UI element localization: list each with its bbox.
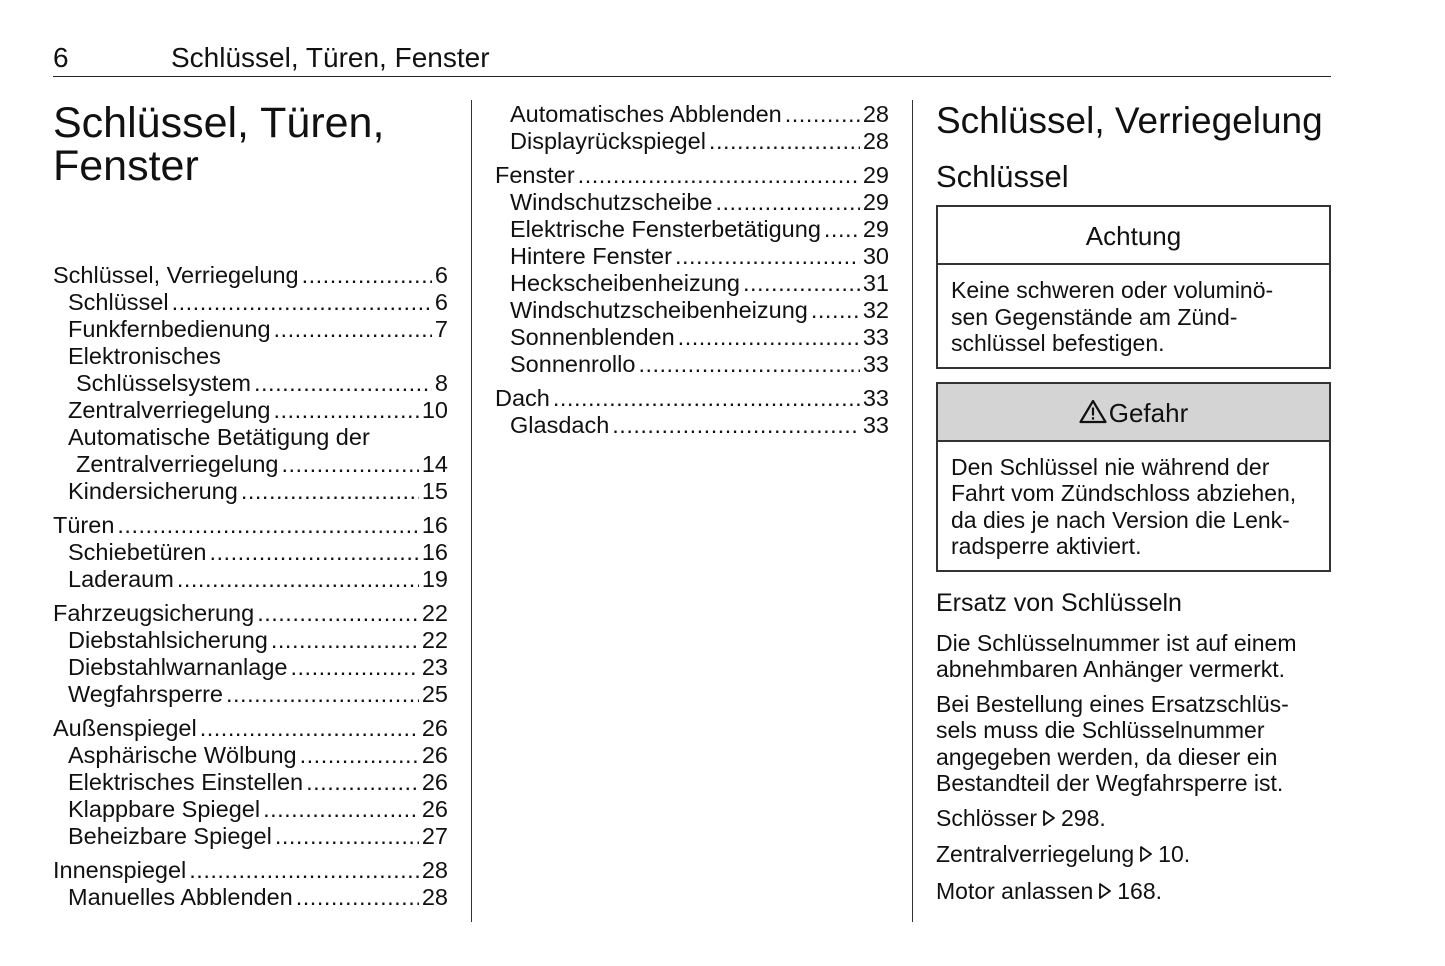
toc-entry-title: Kindersicherung [68,478,238,504]
toc-leader-dots [274,316,432,343]
toc-entry-title: Beheizbare Spiegel [68,823,272,849]
cross-reference[interactable]: Schlösser 298. [936,805,1331,834]
toc-chapter-entry[interactable] [53,600,448,627]
toc-leader-dots [638,351,859,378]
toc-leader-dots [254,370,432,397]
toc-page-number: 19 [421,566,448,592]
toc-leader-dots [678,324,860,351]
toc-entry[interactable] [495,243,889,270]
toc-entry[interactable] [53,823,448,850]
table-of-contents-continued [495,101,889,439]
toc-entry-title: Windschutzscheibe [510,189,713,215]
toc-page-number: 33 [862,412,889,438]
toc-entry-title: Schlüsselsystem [76,370,251,396]
toc-entry[interactable] [495,351,889,378]
toc-entry[interactable] [495,297,889,324]
toc-entry-title: Schlüssel [68,289,169,315]
toc-page-number: 27 [421,823,448,849]
danger-text: Den Schlüssel nie während der Fahrt vom Zündschloss abziehen, da dies je nach Version die Lenk- radsperre aktiviert. [951,453,1297,559]
toc-entry[interactable] [495,412,889,439]
toc-leader-dots [612,412,860,439]
toc-page-number: 33 [862,324,889,350]
toc-entry-title: Diebstahlsicherung [68,627,268,653]
running-title: Schlüssel, Türen, Fenster [171,42,490,73]
toc-leader-dots [200,715,419,742]
toc-page-number: 28 [421,857,448,883]
toc-leader-dots [189,857,419,884]
toc-entry[interactable] [53,742,448,769]
toc-chapter-entry[interactable] [53,715,448,742]
toc-entry-title: Hintere Fenster [510,243,672,269]
toc-page-number: 10 [421,397,448,423]
toc-entry[interactable] [53,289,448,316]
toc-entry-title: Funkfernbedienung [68,316,271,342]
toc-leader-dots [553,385,860,412]
toc-chapter-entry[interactable] [53,262,448,289]
toc-entry[interactable] [495,101,889,128]
toc-page-number: 23 [421,654,448,680]
toc-leader-dots [281,451,418,478]
toc-leader-dots [578,162,860,189]
toc-page-number: 14 [421,451,448,477]
caution-title: Achtung [938,207,1329,265]
toc-leader-dots [824,216,860,243]
toc-page-number: 26 [421,742,448,768]
toc-entry[interactable] [53,343,448,370]
toc-leader-dots [273,397,418,424]
toc-entry-title: Glasdach [510,412,610,438]
section-column [936,100,1331,914]
toc-leader-dots [172,289,432,316]
toc-page-number: 28 [421,884,448,910]
toc-entry-title: Zentralverriegelung [68,397,271,423]
toc-entry[interactable] [53,397,448,424]
paragraph: Die Schlüsselnummer ist auf einem abnehmbaren Anhänger vermerkt. [936,629,1297,682]
toc-entry[interactable] [495,128,889,155]
danger-title: Gefahr [1108,397,1189,428]
toc-entry[interactable] [495,189,889,216]
toc-page-number: 33 [862,385,889,411]
column-divider [912,100,913,922]
toc-page-number: 29 [862,216,889,242]
toc-page-number: 16 [421,539,448,565]
toc-page-number: 26 [421,769,448,795]
toc-entry[interactable] [53,316,448,343]
toc-chapter-entry[interactable] [495,162,889,189]
toc-leader-dots [785,101,860,128]
toc-page-number: 28 [862,128,889,154]
toc-page-number: 29 [862,162,889,188]
toc-page-number: 15 [421,478,448,504]
toc-entry-title: Dach [495,385,550,411]
toc-entry[interactable] [53,627,448,654]
toc-entry-title: Laderaum [68,566,174,592]
table-of-contents [53,262,448,911]
toc-leader-dots [306,769,419,796]
toc-entry-title: Automatisches Abblenden [510,101,782,127]
toc-entry[interactable] [53,424,448,451]
toc-leader-dots [675,243,860,270]
page-header [53,40,1331,77]
toc-leader-dots [117,512,418,539]
caution-box [936,205,1331,369]
toc-entry-title: Außenspiegel [53,715,197,741]
toc-entry-title: Automatische Betätigung der [68,424,370,450]
toc-entry[interactable] [53,566,448,593]
toc-entry-title: Sonnenrollo [510,351,636,377]
toc-page-number: 32 [862,297,889,323]
toc-page-number: 22 [421,600,448,626]
toc-entry-title: Displayrückspiegel [510,128,706,154]
toc-entry-title: Schiebetüren [68,539,207,565]
toc-page-number: 31 [862,270,889,296]
toc-leader-dots [715,189,859,216]
toc-page-number: 26 [421,796,448,822]
toc-leader-dots [709,128,860,155]
toc-entry-title: Sonnenblenden [510,324,675,350]
toc-entry-title: Windschutzscheibenheizung [510,297,808,323]
danger-box [936,382,1331,572]
toc-entry[interactable] [495,216,889,243]
toc-page-number: 25 [421,681,448,707]
toc-entry-title: Heckscheibenheizung [510,270,740,296]
paragraph: Bei Bestellung eines Ersatzschlüs- sels muss die Schlüsselnummer angegeben werden, da dieser ein Bestandteil der Wegfahrsperre ist. [936,690,1289,796]
toc-leader-dots [210,539,419,566]
toc-entry-title: Asphärische Wölbung [68,742,297,768]
toc-leader-dots [241,478,419,505]
toc-chapter-entry[interactable] [53,857,448,884]
replacement-heading: Ersatz von Schlüsseln [936,588,1182,617]
toc-page-number: 22 [421,627,448,653]
chapter-title: Schlüssel, Türen, Fenster [53,99,385,190]
toc-entry[interactable] [53,769,448,796]
toc-entry[interactable] [53,796,448,823]
toc-leader-dots [177,566,419,593]
page-reference-arrow-icon [1138,843,1154,870]
danger-header [938,384,1329,442]
subsection-heading: Schlüssel [936,159,1069,194]
toc-entry-title: Wegfahrsperre [68,681,223,707]
toc-entry-title: Fenster [495,162,575,188]
column-divider [471,100,472,922]
caution-text: Keine schweren oder voluminö- sen Gegenstände am Zünd- schlüssel befestigen. [951,277,1274,356]
section-heading: Schlüssel, Verriegelung [936,100,1323,141]
toc-entry-title: Zentralverriegelung [76,451,279,477]
toc-leader-dots [271,627,419,654]
toc-page-number: 16 [421,512,448,538]
cross-reference[interactable]: Motor anlassen 168. [936,878,1331,907]
toc-page-number: 8 [434,370,448,396]
toc-entry[interactable] [495,324,889,351]
toc-chapter-entry[interactable] [495,385,889,412]
toc-entry-title: Türen [53,512,115,538]
toc-column-2 [495,101,889,439]
toc-leader-dots [811,297,860,324]
warning-triangle-icon [1079,386,1107,444]
toc-leader-dots [226,681,419,708]
toc-entry-title: Schlüssel, Verriegelung [53,262,299,288]
toc-page-number: 26 [421,715,448,741]
toc-entry[interactable] [53,478,448,505]
toc-leader-dots [290,654,418,681]
toc-entry[interactable] [53,539,448,566]
toc-entry-title: Elektronisches [68,343,221,369]
toc-page-number: 30 [862,243,889,269]
toc-page-number: 29 [862,189,889,215]
toc-page-number: 6 [434,262,448,288]
toc-page-number: 28 [862,101,889,127]
toc-leader-dots [263,796,419,823]
page-reference-arrow-icon [1041,807,1057,834]
toc-page-number: 33 [862,351,889,377]
toc-entry[interactable] [53,370,448,397]
page-reference-arrow-icon [1097,880,1113,907]
toc-leader-dots [257,600,419,627]
toc-chapter-entry[interactable] [53,512,448,539]
page-number: 6 [53,42,69,73]
toc-entry-title: Klappbare Spiegel [68,796,261,822]
toc-column-1 [53,100,448,911]
toc-leader-dots [300,742,419,769]
toc-page-number: 7 [434,316,448,342]
toc-entry-title: Fahrzeugsicherung [53,600,255,626]
toc-entry-title: Elektrisches Einstellen [68,769,304,795]
toc-entry[interactable] [53,884,448,911]
toc-leader-dots [743,270,860,297]
toc-page-number: 6 [434,289,448,315]
toc-entry[interactable] [53,451,448,478]
toc-entry-title: Innenspiegel [53,857,187,883]
toc-entry-title: Manuelles Abblenden [68,884,293,910]
toc-leader-dots [275,823,419,850]
cross-reference[interactable]: Zentralverriegelung 10. [936,841,1331,870]
toc-entry-title: Diebstahlwarnanlage [68,654,288,680]
toc-entry-title: Elektrische Fensterbetätigung [510,216,821,242]
toc-leader-dots [302,262,432,289]
toc-entry[interactable] [53,681,448,708]
toc-leader-dots [296,884,419,911]
toc-entry[interactable] [495,270,889,297]
toc-entry[interactable] [53,654,448,681]
